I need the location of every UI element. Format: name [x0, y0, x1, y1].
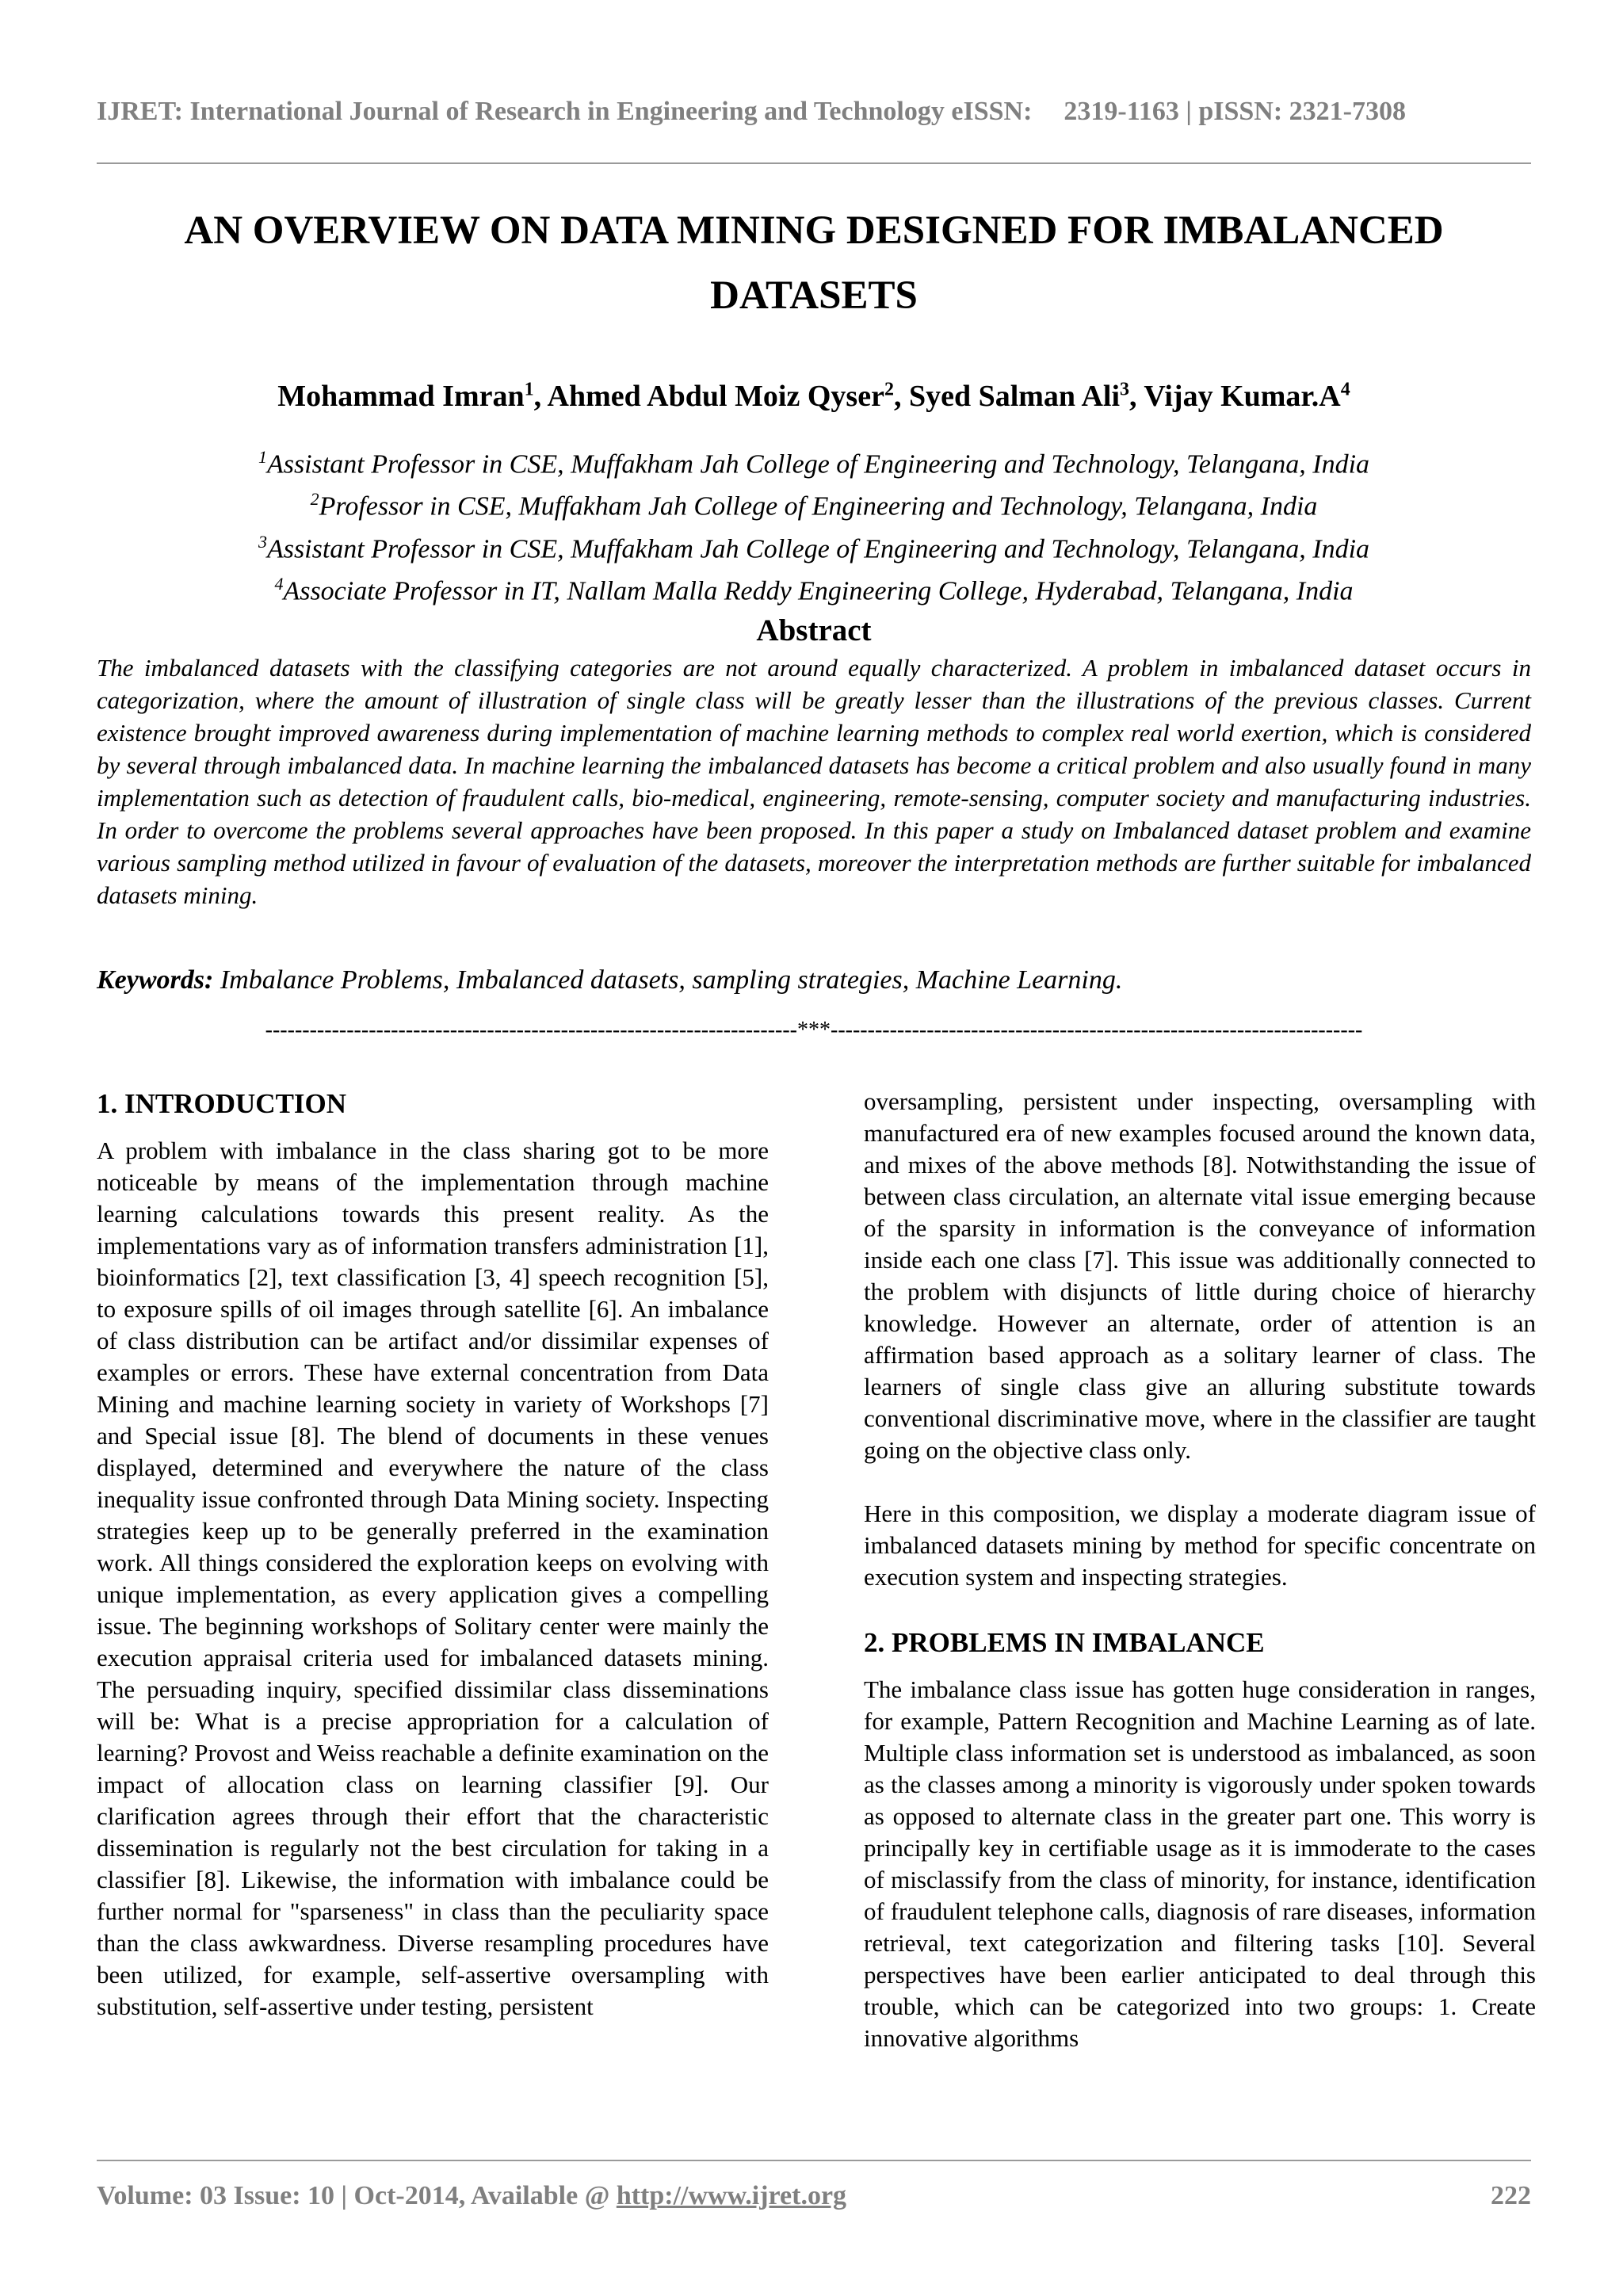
keywords-label: Keywords:: [97, 965, 214, 995]
author-sup: 2: [884, 379, 894, 400]
journal-name: IJRET: International Journal of Research in Engineering and Technology eISSN:: [97, 97, 1033, 126]
section-heading-problems: 2. PROBLEMS IN IMBALANCE: [864, 1627, 1265, 1658]
affiliation-text: Assistant Professor in CSE, Muffakham Jah College of Engineering and Technology, Telangana, India: [266, 449, 1370, 479]
right-column: [864, 1086, 1536, 2054]
problems-paragraph: The imbalance class issue has gotten huge consideration in ranges, for example, Pattern Recognition and Machine Learning as of late. Multiple class information set is understood as imbalanced, as soon as the classes among a minority is vigorously under spoken towards as opposed to alternate class in the greater part one. This worry is principally key in certifiable usage as it is immoderate to the cases of misclassify from the class of minority, for instance, identification of fraudulent telephone calls, diagnosis of rare diseases, information retrieval, text categorization and filtering tasks [10]. Several perspectives have been earlier anticipated to deal through this trouble, which can be categorized into two groups: 1. Create innovative algorithms: [864, 1675, 1536, 2052]
author-sep: ,: [893, 380, 909, 413]
footer-rule: [97, 2160, 1531, 2161]
affiliation-text: Associate Professor in IT, Nallam Malla Reddy Engineering College, Hyderabad, Telangana, India: [283, 576, 1354, 606]
affiliation: [97, 440, 1531, 482]
affiliation: [97, 525, 1531, 567]
introduction-paragraph: A problem with imbalance in the class sharing got to be more noticeable by means of the implementation through machine learning calculations towards this present reality. As the implementations vary as of information transfers administration [1], bioinformatics [2], text classification [3, 4] speech recognition [5], to exposure spills of oil images through satellite [6]. An imbalance of class distribution can be artifact and/or dissimilar expenses of examples or errors. These have external concentration from Data Mining and machine learning society in variety of Workshops [7] and Special issue [8]. The blend of documents in these venues displayed, determined and everywhere the nature of the class inequality issue confronted through Data Mining society. Inspecting strategies keep up to be generally preferred in the examination work. All things considered the exploration keeps on evolving with unique implementation, as every application gives a compelling issue. The beginning workshops of Solitary center were mainly the execution appraisal criteria used for imbalanced datasets mining. The persuading inquiry, specified dissimilar class disseminations will be: What is a precise appropriation for a calculation of learning? Provost and Weiss reachable a definite examination on the impact of allocation class on learning classifier [9]. Our clarification agrees through their effort that the characteristic dissemination is regularly not the best circulation for taking in a classifier [8]. Likewise, the information with imbalance could be further normal for "sparseness" in class than the peculiarity space than the class awkwardness. Diverse resampling procedures have been utilized, for example, self-assertive oversampling with substitution, self-assertive under testing, persistent: [97, 1137, 769, 2020]
author-name: Mohammad Imran: [277, 380, 525, 413]
affiliation-text: Assistant Professor in CSE, Muffakham Jah College of Engineering and Technology, Telangana, India: [266, 533, 1370, 563]
page-number: 222: [1491, 2181, 1531, 2210]
title-line-1: AN OVERVIEW ON DATA MINING DESIGNED FOR IMBALANCED: [184, 208, 1444, 253]
author-name: Ahmed Abdul Moiz Qyser: [547, 380, 884, 413]
left-column: [97, 1086, 769, 2023]
affiliation-list: [97, 440, 1531, 609]
footer-link[interactable]: http://www.ijret.org: [616, 2181, 847, 2210]
author-sep: ,: [533, 380, 548, 413]
author-sup: 1: [524, 379, 534, 400]
section-separator: ------------------------------------------------------------------------***------------------------------------------------------------------------: [265, 1018, 1363, 1042]
affiliation-sup: 3: [258, 531, 267, 552]
affiliation: [97, 567, 1531, 609]
author-name: Syed Salman Ali: [908, 380, 1121, 413]
keywords-text: Imbalance Problems, Imbalanced datasets, sampling strategies, Machine Learning.: [213, 965, 1123, 995]
introduction-continuation: oversampling, persistent under inspecting, oversampling with manufactured era of new examples focused around the known data, and mixes of the above methods [8]. Notwithstanding the issue of between class circulation, an alternate vital issue emerging because of the sparsity in information is the conveyance of information inside each one class [7]. This issue was additionally connected to the problem with disjuncts of little during choice of hierarchy knowledge. However an alternate, order of attention is an affirmation based approach as a solitary learner of class. The learners of single class give an alluring substitute towards conventional discriminative move, where in the classifier are taught going on the objective class only.: [864, 1087, 1536, 1464]
paper-title: [97, 198, 1531, 328]
author-name: Vijay Kumar.A: [1144, 380, 1341, 413]
section-heading-introduction: 1. INTRODUCTION: [97, 1088, 347, 1119]
author-sup: 3: [1120, 379, 1130, 400]
journal-issn: 2319-1163 | pISSN: 2321-7308: [1064, 97, 1406, 126]
running-footer: [97, 2181, 1531, 2211]
affiliation: [97, 482, 1531, 524]
running-header: [97, 97, 1531, 127]
header-rule: [97, 162, 1531, 164]
abstract-heading: Abstract: [756, 613, 872, 648]
title-line-2: DATASETS: [710, 273, 918, 318]
affiliation-sup: 1: [258, 447, 267, 467]
introduction-paragraph-2: Here in this composition, we display a moderate diagram issue of imbalanced datasets mining by method for specific concentrate on execution system and inspecting strategies.: [864, 1499, 1536, 1591]
affiliation-sup: 2: [310, 489, 319, 510]
author-list: [97, 379, 1531, 414]
affiliation-text: Professor in CSE, Muffakham Jah College of Engineering and Technology, Telangana, India: [319, 491, 1318, 521]
keywords: [97, 965, 1531, 995]
affiliation-sup: 4: [274, 573, 284, 594]
author-sep: ,: [1129, 380, 1144, 413]
footer-volume: Volume: 03 Issue: 10 | Oct-2014, Available @: [97, 2181, 617, 2210]
abstract-text: The imbalanced datasets with the classifying categories are not around equally characterized. A problem in imbalanced dataset occurs in categorization, where the amount of illustration of single class will be greatly lesser than the illustrations of the previous classes. Current existence brought improved awareness during implementation of machine learning methods to complex real world exertion, which is considered by several through imbalanced data. In machine learning the imbalanced datasets has become a critical problem and also usually found in many implementation such as detection of fraudulent calls, bio-medical, engineering, remote-sensing, computer society and manufacturing industries. In order to overcome the problems several approaches have been proposed. In this paper a study on Imbalanced dataset problem and examine various sampling method utilized in favour of evaluation of the datasets, moreover the interpretation methods are further suitable for imbalanced datasets mining.: [97, 654, 1531, 909]
author-sup: 4: [1340, 379, 1350, 400]
